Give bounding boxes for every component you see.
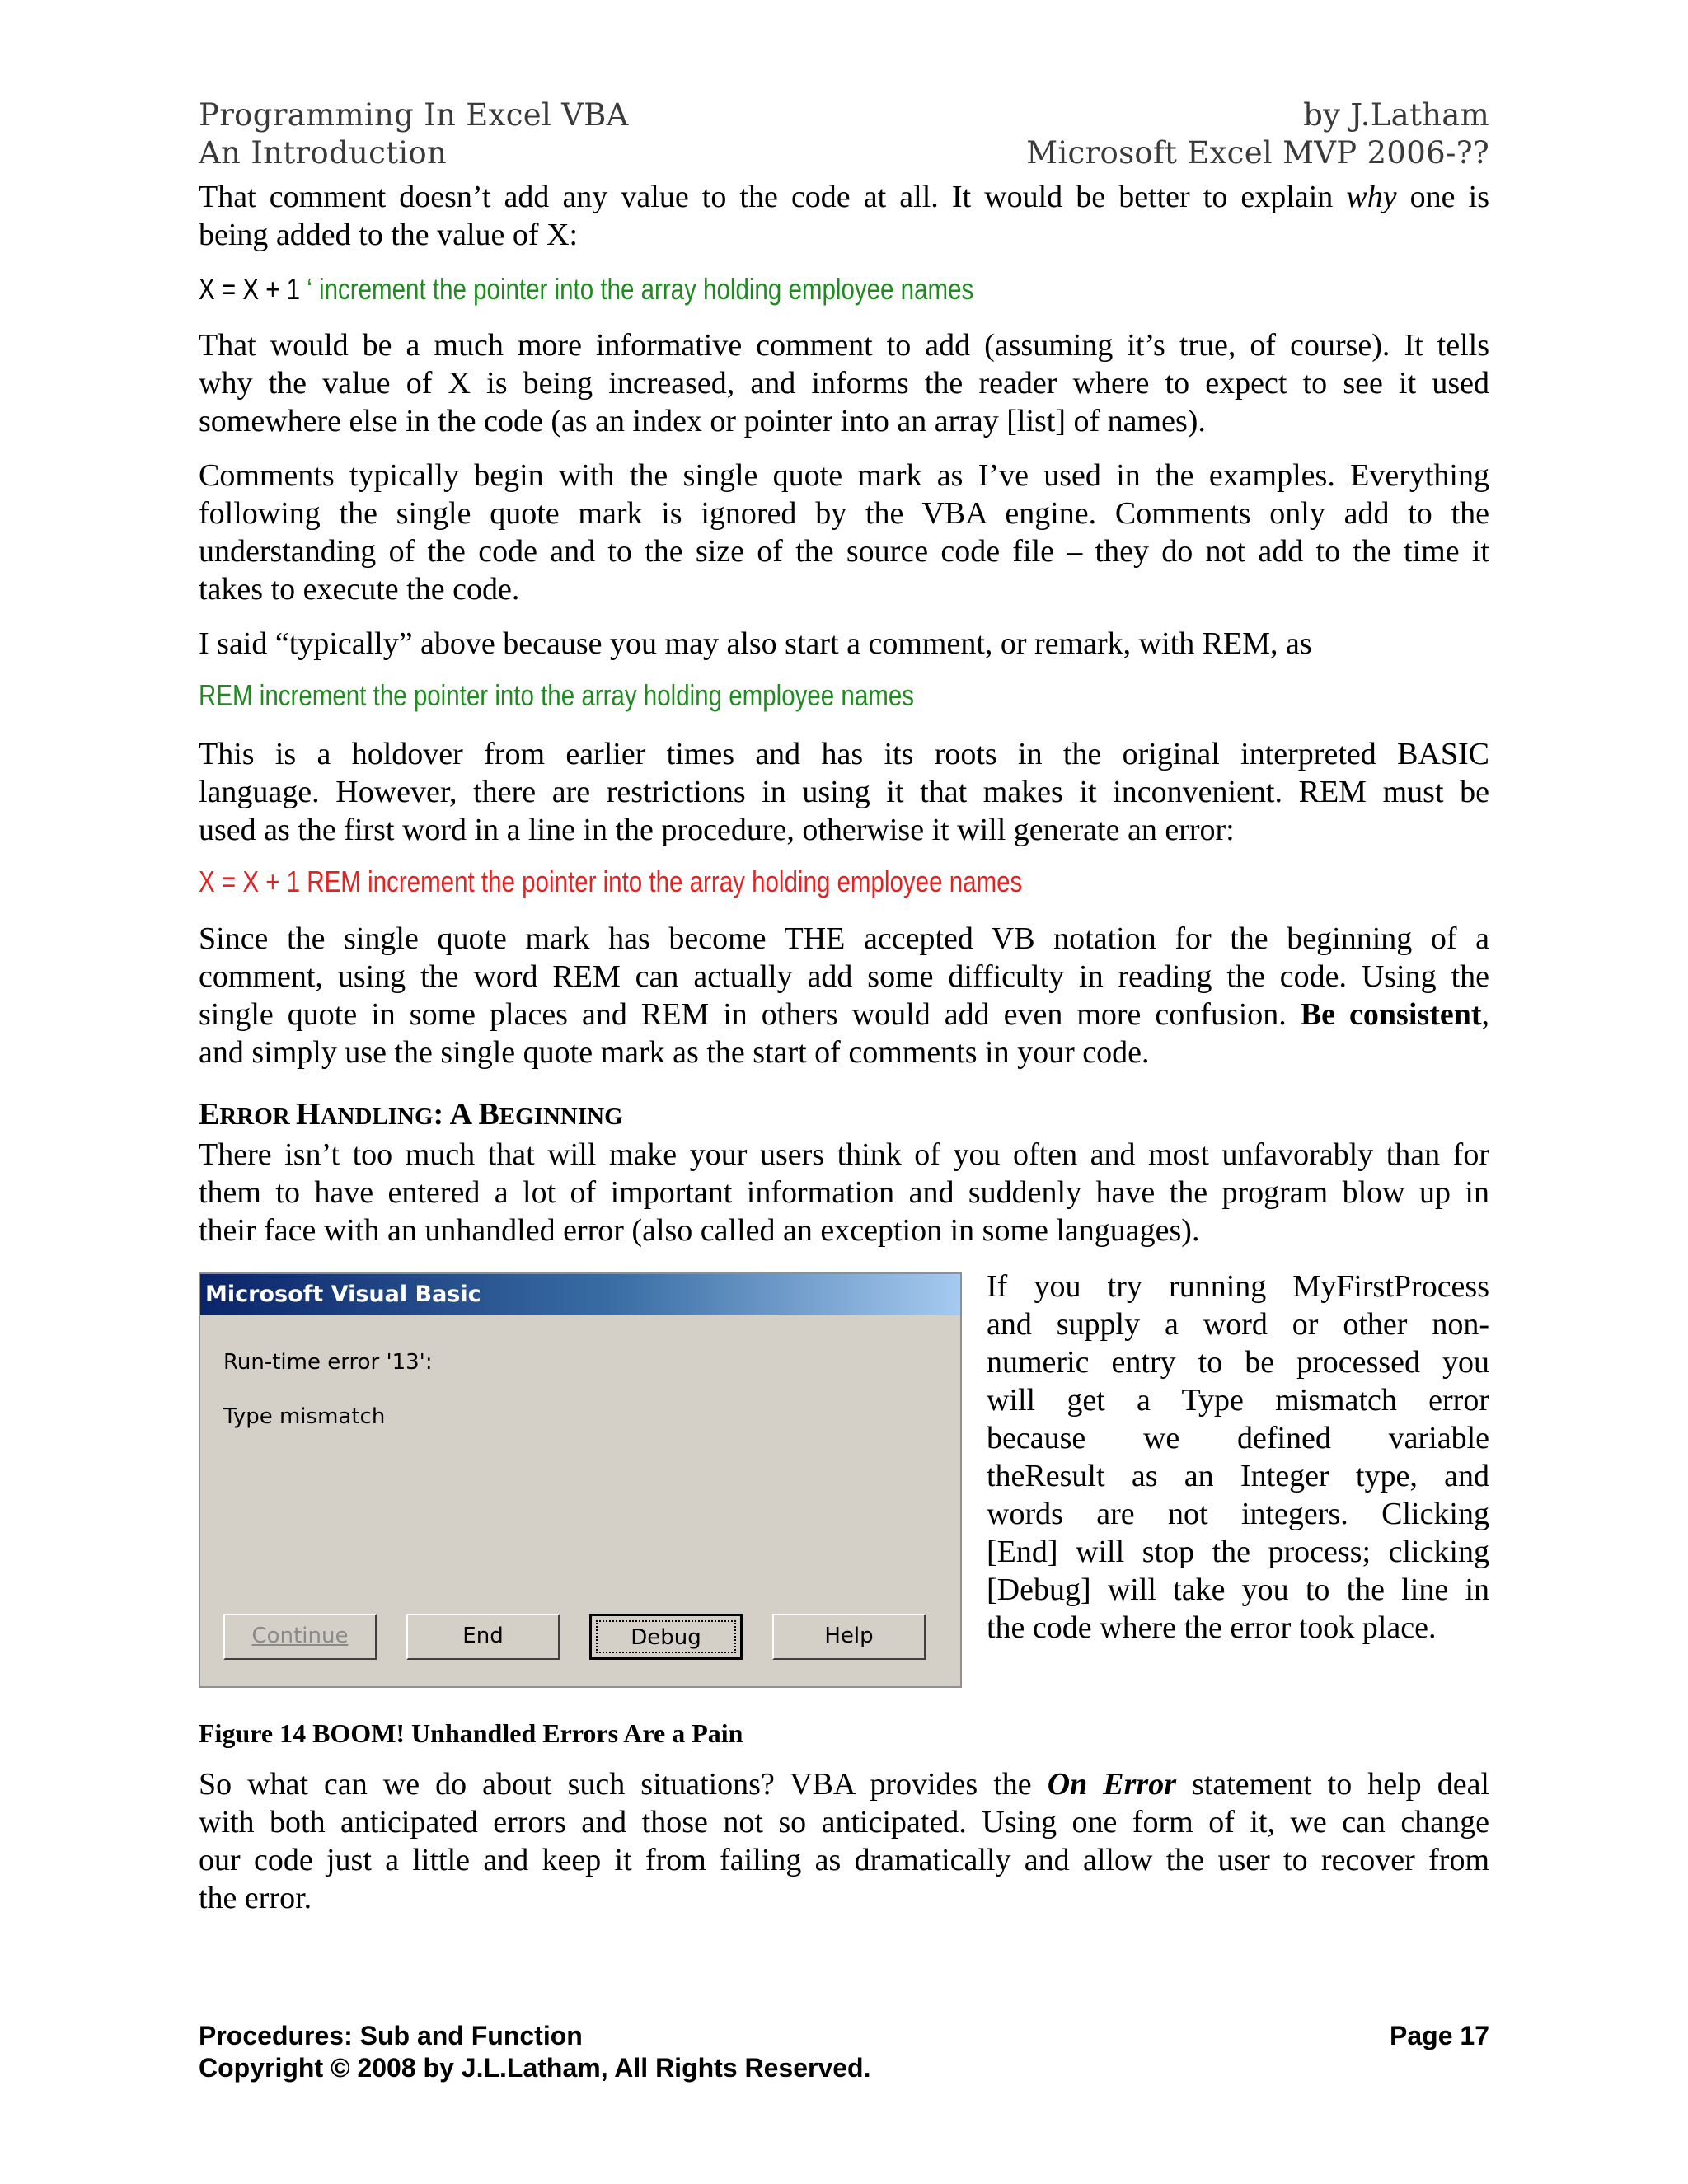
paragraph-line: language. However, there are restrictions in using it that makes it inconvenient. REM must be: [199, 775, 1489, 809]
dialog-error-code: Run-time error '13':: [223, 1350, 433, 1375]
paragraph-line: single quote in some places and REM in others would add even more confusion. Be consistent,: [199, 997, 1489, 1032]
footer-copyright: Copyright © 2008 by J.L.Latham, All Rights Reserved.: [199, 2053, 871, 2083]
figure-caption: Figure 14 BOOM! Unhandled Errors Are a Pain: [199, 1718, 743, 1748]
running-header-row2: [199, 135, 1489, 171]
paragraph-line: why the value of X is being increased, and informs the reader where to expect to see it used: [199, 366, 1489, 401]
paragraph-line: [End] will stop the process; clicking: [987, 1535, 1489, 1569]
paragraph-line: because we defined variable: [987, 1421, 1489, 1455]
paragraph-line: being added to the value of X:: [199, 218, 579, 252]
paragraph-5: [199, 735, 1489, 849]
dialog-side-text: [987, 1268, 1489, 1647]
code-statement: X = X + 1: [199, 272, 301, 306]
footer-row1: [199, 2021, 1489, 2051]
error-dialog-screenshot: [199, 1272, 962, 1688]
paragraph-line: Since the single quote mark has become THE accepted VB notation for the beginning of a: [199, 921, 1489, 956]
paragraph-line: used as the first word in a line in the procedure, otherwise it will generate an error:: [199, 813, 1235, 847]
paragraph-3: [199, 457, 1489, 608]
paragraph-line: This is a holdover from earlier times and has its roots in the original interpreted BASIC: [199, 737, 1489, 771]
emphasis: why: [1346, 180, 1397, 214]
code-example-error: X = X + 1 REM increment the pointer into the array holding employee names: [199, 865, 1023, 898]
paragraph-7: [199, 1136, 1489, 1249]
section-heading: ERROR HANDLING: A BEGINNING: [199, 1097, 623, 1132]
header-title: Programming In Excel VBA: [199, 97, 629, 133]
paragraph-line: somewhere else in the code (as an index or pointer into an array [list] of names).: [199, 404, 1206, 438]
header-credential: Microsoft Excel MVP 2006-??: [1026, 135, 1489, 171]
debug-button[interactable]: [589, 1614, 743, 1660]
code-example-rem: REM increment the pointer into the array holding employee names: [199, 678, 915, 712]
header-subtitle: An Introduction: [199, 135, 448, 171]
paragraph-line: will get a Type mismatch error: [987, 1383, 1489, 1418]
footer-chapter: Procedures: Sub and Function: [199, 2021, 583, 2050]
paragraph-line: That would be a much more informative comment to add (assuming it’s true, of course). It tells: [199, 328, 1489, 363]
focus-rectangle: Debug: [596, 1620, 736, 1653]
paragraph-line: the code where the error took place.: [987, 1610, 1437, 1645]
paragraph-line: our code just a little and keep it from failing as dramatically and allow the user to recover from: [199, 1843, 1489, 1877]
paragraph-6: [199, 920, 1489, 1071]
bold-emphasis: Be consistent: [1300, 997, 1482, 1032]
header-author: by J.Latham: [1303, 97, 1489, 133]
continue-button[interactable]: Continue: [223, 1614, 377, 1660]
code-example-comment: [199, 272, 973, 307]
paragraph-line: the error.: [199, 1881, 312, 1915]
paragraph-2: [199, 326, 1489, 440]
paragraph-line: That comment doesn’t add any value to the code at all. It would be better to explain why one is: [199, 180, 1489, 214]
paragraph-line: with both anticipated errors and those not so anticipated. Using one form of it, we can change: [199, 1805, 1489, 1840]
paragraph-line: their face with an unhandled error (also called an exception in some languages).: [199, 1213, 1200, 1248]
dialog-title-bar: Microsoft Visual Basic: [200, 1274, 960, 1315]
paragraph-line: theResult as an Integer type, and: [987, 1459, 1489, 1493]
paragraph-line: So what can we do about such situations? VBA provides the On Error statement to help deal: [199, 1767, 1489, 1802]
page-number: Page 17: [1390, 2021, 1489, 2050]
paragraph-line: following the single quote mark is ignored by the VBA engine. Comments only add to the: [199, 496, 1489, 531]
help-button[interactable]: Help: [772, 1614, 926, 1660]
paragraph-line: If you try running MyFirstProcess: [987, 1269, 1489, 1304]
paragraph-line: words are not integers. Clicking: [987, 1497, 1489, 1531]
keyword-emphasis: On Error: [1047, 1767, 1176, 1802]
footer-row2: [199, 2053, 1489, 2083]
paragraph-line: numeric entry to be processed you: [987, 1345, 1489, 1380]
paragraph-line: I said “typically” above because you may also start a comment, or remark, with REM, as: [199, 626, 1312, 661]
paragraph-4: [199, 625, 1489, 663]
paragraph-line: them to have entered a lot of important information and suddenly have the program blow up in: [199, 1175, 1489, 1210]
code-comment: ‘ increment the pointer into the array holding employee names: [300, 272, 974, 306]
paragraph-line: and simply use the single quote mark as the start of comments in your code.: [199, 1035, 1150, 1070]
paragraph-line: [Debug] will take you to the line in: [987, 1572, 1489, 1607]
dialog-error-message: Type mismatch: [223, 1404, 386, 1429]
paragraph-line: takes to execute the code.: [199, 572, 520, 607]
running-header-row1: [199, 97, 1489, 134]
end-button[interactable]: End: [406, 1614, 560, 1660]
paragraph-line: understanding of the code and to the size of the source code file – they do not add to the time it: [199, 534, 1489, 569]
paragraph-line: and supply a word or other non-: [987, 1307, 1489, 1342]
paragraph-line: Comments typically begin with the single quote mark as I’ve used in the examples. Everything: [199, 458, 1489, 493]
paragraph-8: [199, 1765, 1489, 1917]
paragraph-1: [199, 178, 1489, 254]
paragraph-line: comment, using the word REM can actually add some difficulty in reading the code. Using the: [199, 959, 1489, 994]
paragraph-line: There isn’t too much that will make your users think of you often and most unfavorably than for: [199, 1137, 1489, 1172]
